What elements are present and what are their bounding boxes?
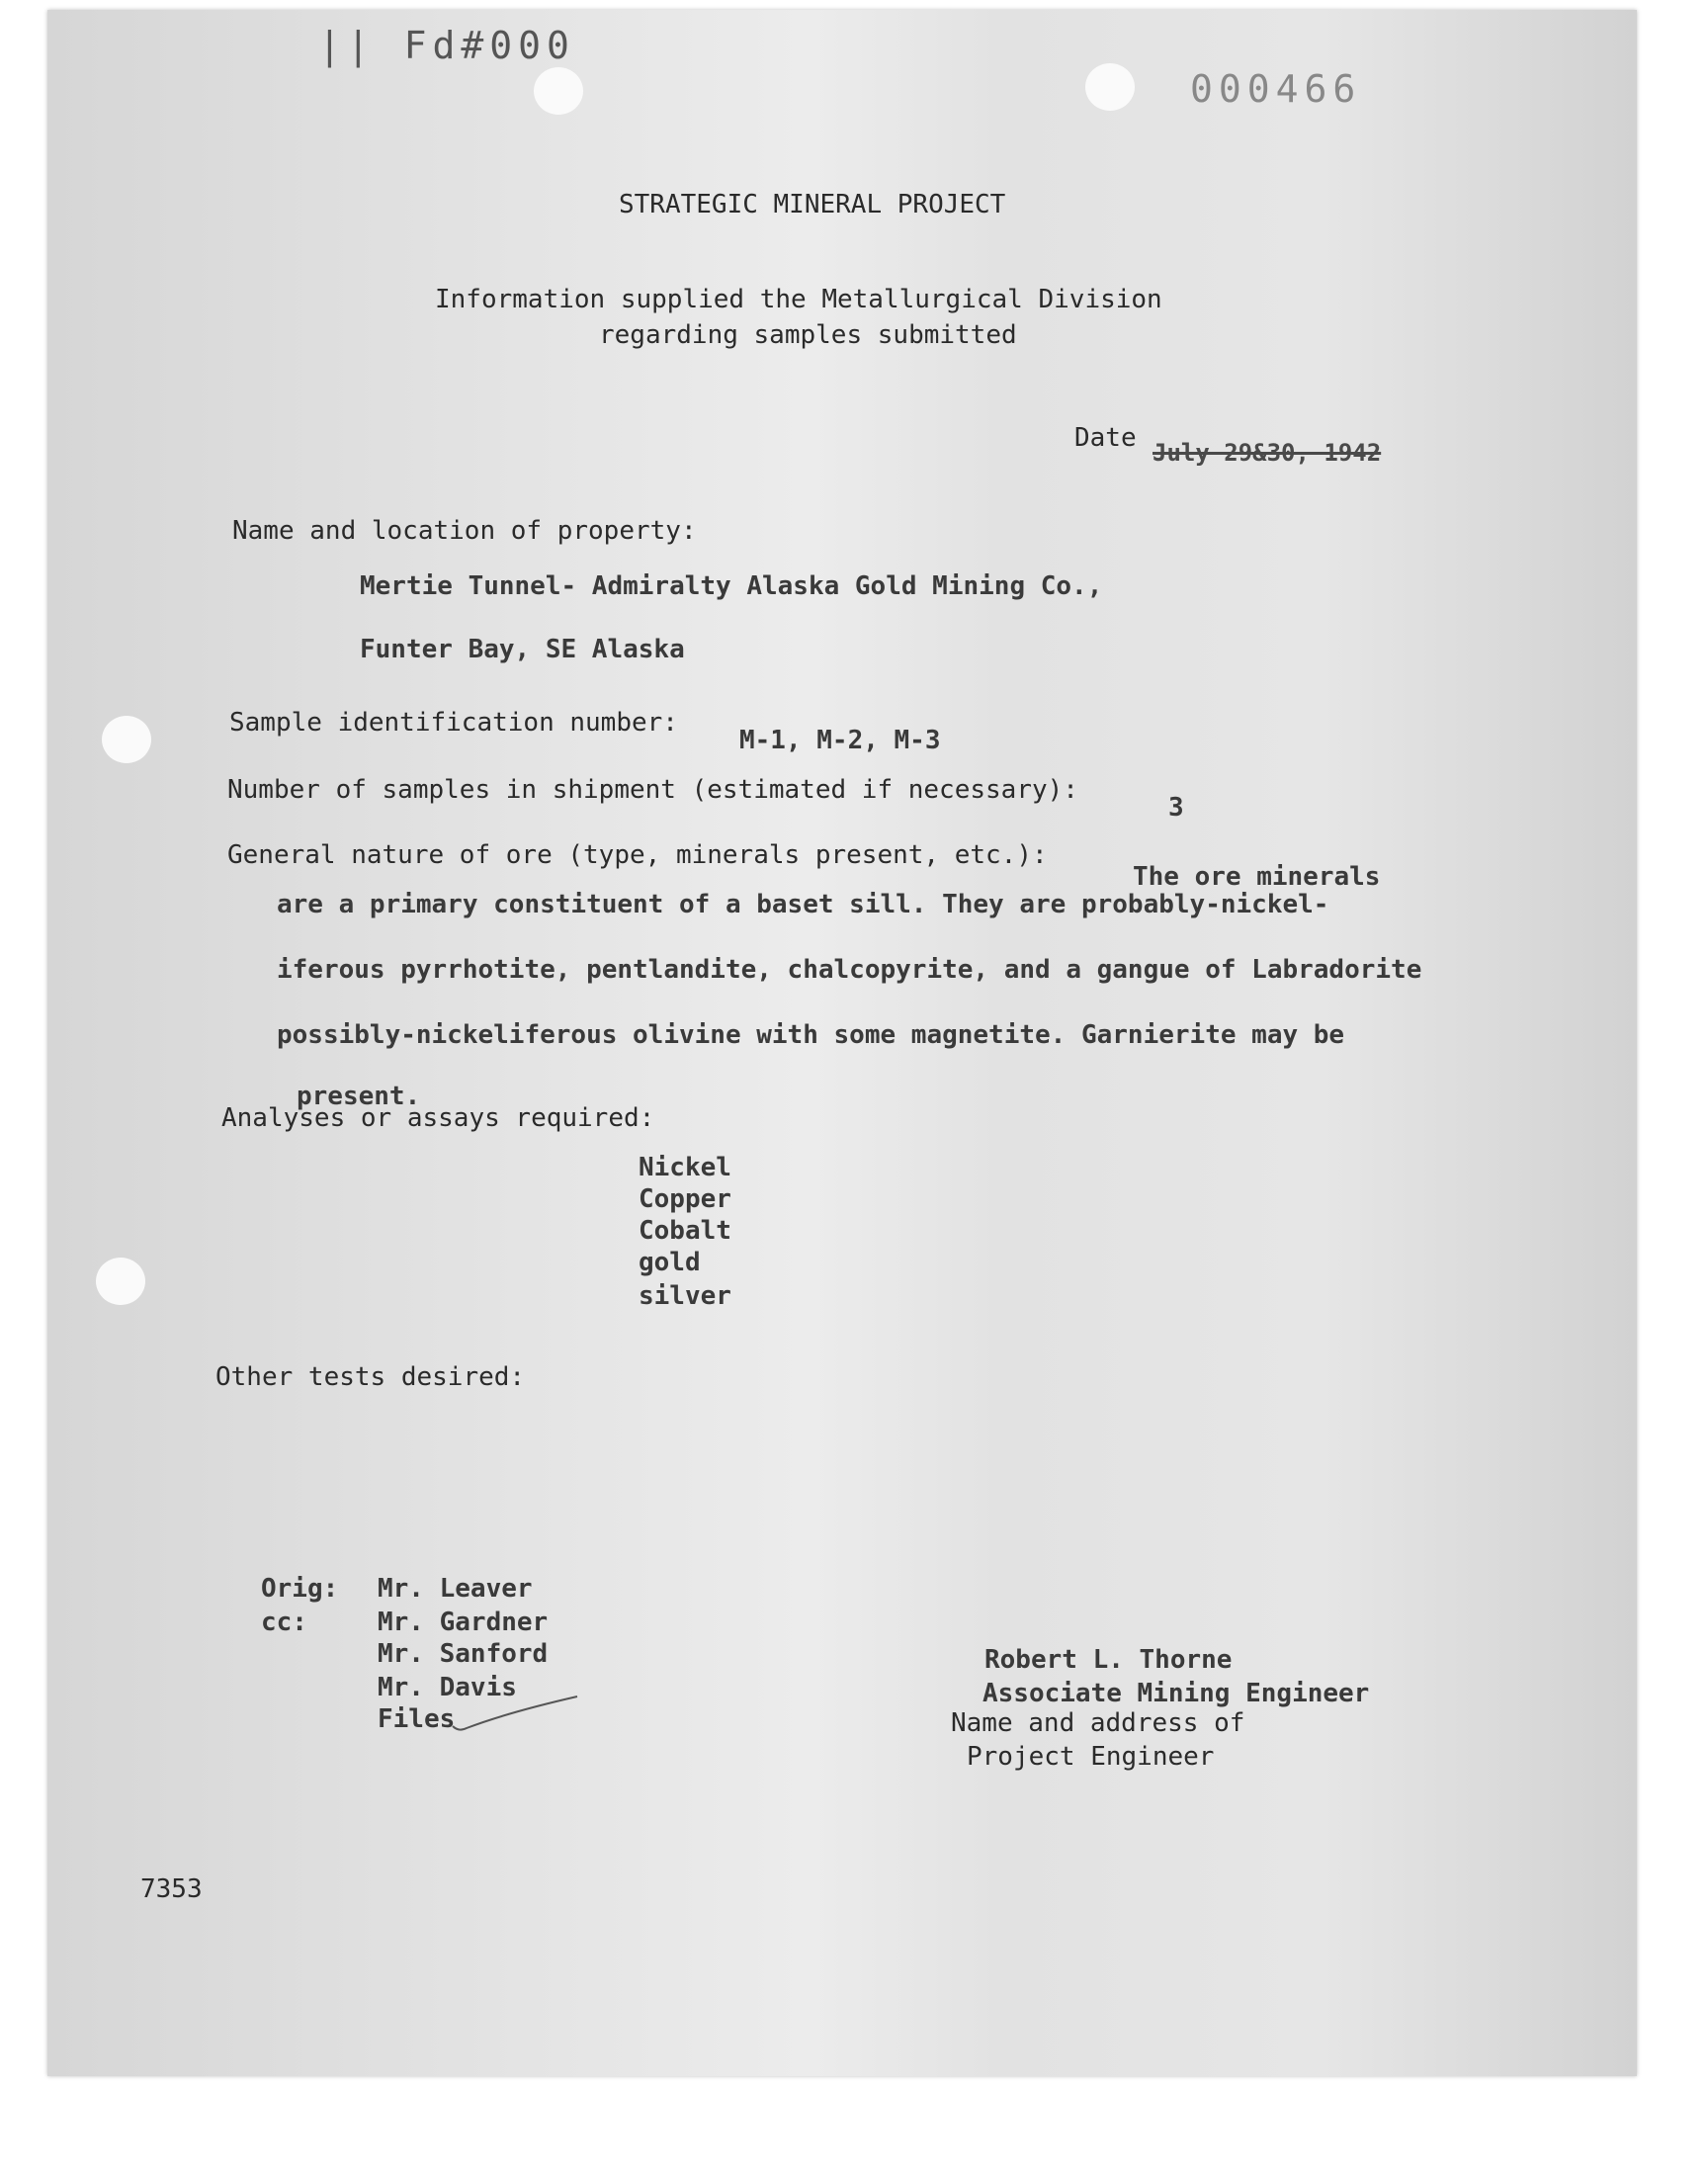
engineer-caption-1: Name and address of	[951, 1708, 1245, 1738]
subtitle-line-1: Information supplied the Metallurgical Division	[435, 285, 1162, 314]
analysis-item: Copper	[639, 1184, 731, 1214]
check-mark	[449, 1689, 597, 1738]
property-line-2: Funter Bay, SE Alaska	[360, 635, 685, 664]
ore-label: General nature of ore (type, minerals present, etc.):	[227, 840, 1048, 870]
distribution-name: Mr. Sanford	[378, 1639, 549, 1669]
stamp-top-left: || Fd#000	[318, 24, 575, 67]
ore-line-2: iferous pyrrhotite, pentlandite, chalcopyrite, and a gangue of Labradorite	[277, 955, 1422, 985]
engineer-name: Robert L. Thorne	[984, 1645, 1233, 1675]
property-line-1: Mertie Tunnel- Admiralty Alaska Gold Mining Co.,	[360, 571, 1103, 601]
engineer-title: Associate Mining Engineer	[982, 1679, 1370, 1708]
sample-count-value: 3	[1168, 793, 1184, 823]
ore-line-4: present.	[297, 1082, 421, 1111]
punch-hole-left-upper	[102, 716, 151, 763]
distribution-name: Mr. Davis	[378, 1673, 517, 1702]
date-label: Date	[1074, 423, 1137, 453]
sample-count-label: Number of samples in shipment (estimated if necessary):	[227, 775, 1078, 805]
ore-line-3: possibly-nickeliferous olivine with some magnetite. Garnierite may be	[277, 1020, 1345, 1050]
engineer-caption-2: Project Engineer	[967, 1742, 1215, 1772]
distribution-name: Files	[378, 1704, 456, 1734]
analysis-item: Nickel	[639, 1153, 731, 1182]
stamp-top-right: 000466	[1190, 67, 1362, 111]
date-value: July 29&30, 1942	[1153, 439, 1382, 467]
page-title: STRATEGIC MINERAL PROJECT	[619, 190, 1006, 219]
analysis-item: gold	[639, 1248, 701, 1277]
sample-id-value: M-1, M-2, M-3	[739, 726, 941, 755]
other-tests-label: Other tests desired:	[215, 1362, 526, 1392]
analyses-label: Analyses or assays required:	[221, 1103, 655, 1133]
distribution-name: Mr. Leaver	[378, 1574, 533, 1604]
punch-hole-top-left	[534, 67, 583, 115]
punch-hole-top-right	[1085, 63, 1135, 111]
ore-line-0: The ore minerals	[1133, 862, 1381, 892]
punch-hole-left-lower	[96, 1258, 145, 1305]
property-label: Name and location of property:	[232, 516, 697, 546]
form-number: 7353	[140, 1874, 203, 1904]
analysis-item: Cobalt	[639, 1216, 731, 1246]
cc-label: cc:	[261, 1608, 307, 1637]
analysis-item: silver	[639, 1281, 731, 1311]
sample-id-label: Sample identification number:	[229, 708, 678, 738]
ore-line-1: are a primary constituent of a baset sill. They are probably-nickel-	[277, 890, 1329, 919]
distribution-name: Mr. Gardner	[378, 1608, 549, 1637]
orig-label: Orig:	[261, 1574, 339, 1604]
subtitle-line-2: regarding samples submitted	[599, 320, 1017, 350]
